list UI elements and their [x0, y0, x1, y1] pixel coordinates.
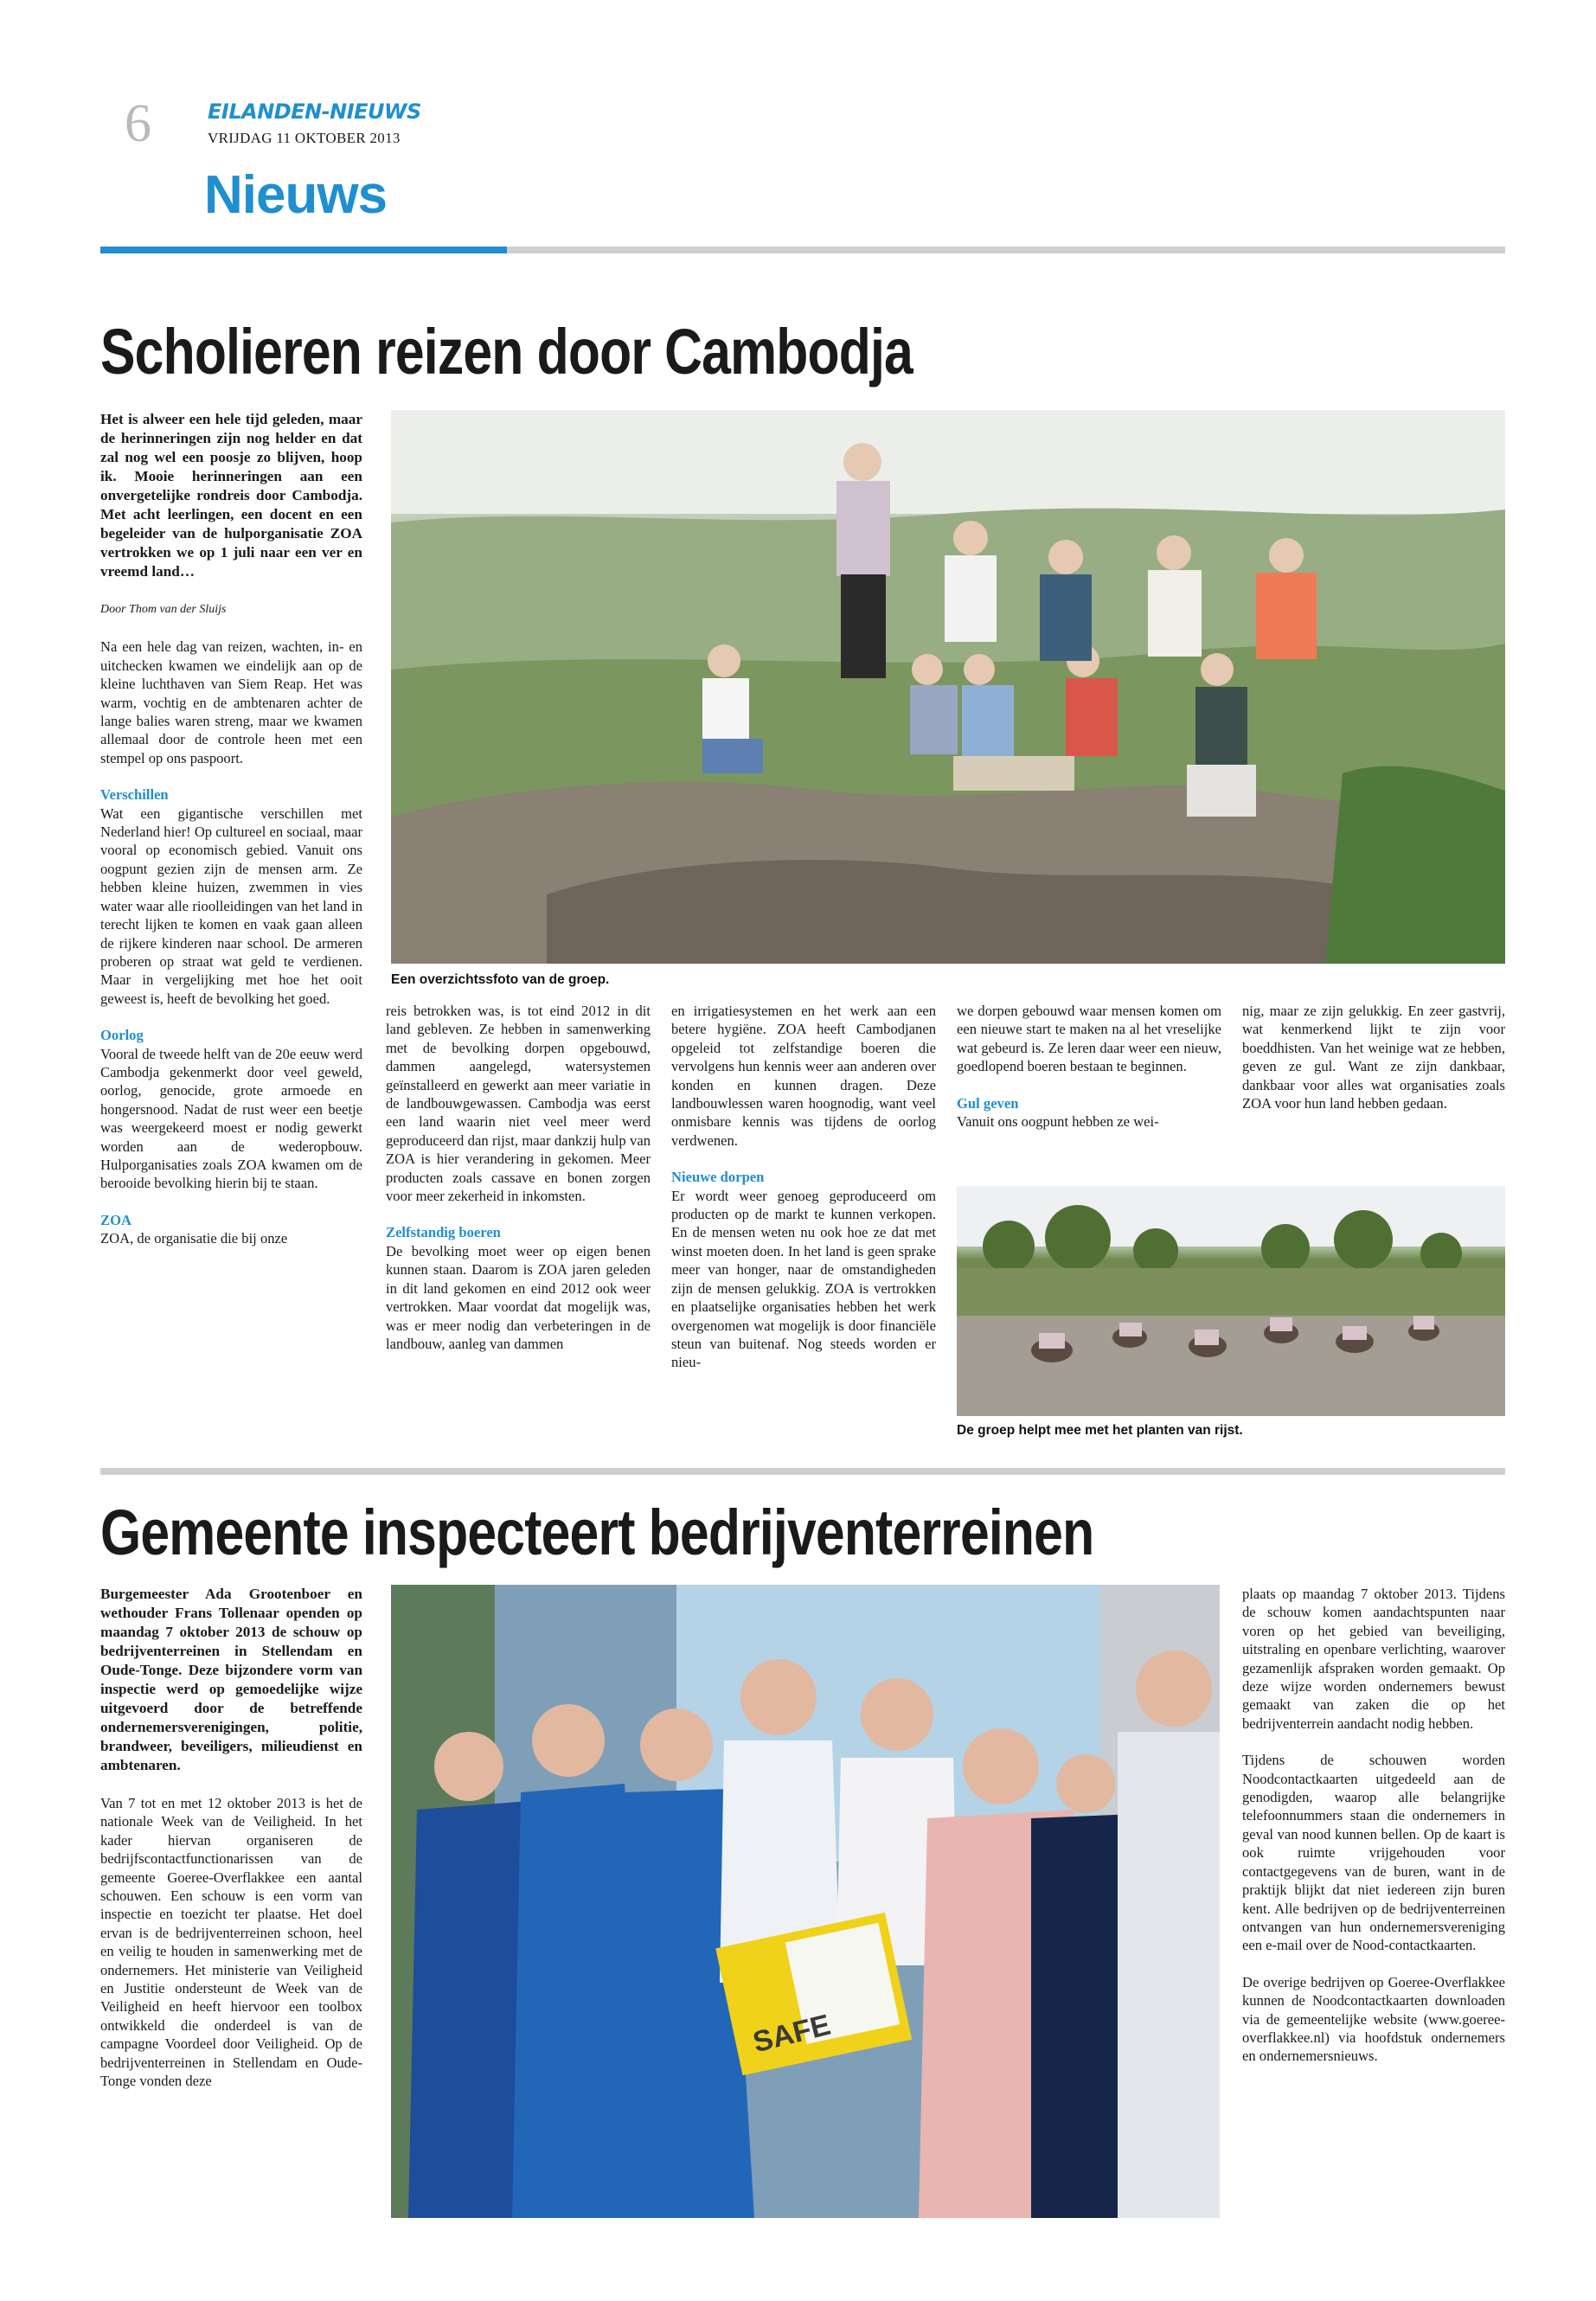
safe-box-label: SAFE [749, 2008, 834, 2060]
article-divider [100, 1468, 1505, 1475]
article1-paragraph: Wat een gigantische verschillen met Nederland hier! Op cultureel en sociaal, maar vooral op economisch gebied. Vanuit ons oogpunt gezien zijn de mensen arm. Ze hebben kleine huizen, zwemmen in vies water waar alle rioolleidingen van het land in terecht lijken te komen en vaak gaan alleen de rijkere kinderen naar school. De armeren proberen op straat wat geld te verdienen. Maar in vergelijking met hoe het ooit geweest is, heeft de bevolking het goed. [100, 804, 362, 1007]
rice-planting-photo [957, 1186, 1505, 1416]
masthead-logo: EILANDEN-NIEUWS [208, 99, 421, 124]
article1-lead: Het is alweer een hele tijd geleden, maar de herinneringen zijn nog helder en dat zal nog wel een poosje zo blijven, hoop ik. Mooie herinneringen aan een onvergetelijke rondreis door Cambodja. Met acht leerlingen, een docent en een begeleider van de hulporganisatie ZOA vertrokken we op 1 juli naar een ver en vreemd land… [100, 411, 362, 580]
rice-planting-illustration [957, 1186, 1505, 1416]
article1-subheading: Zelfstandig boeren [386, 1224, 501, 1241]
rice-planting-caption: De groep helpt mee met het planten van rijst. [957, 1423, 1243, 1438]
article1-column-4 [957, 1002, 1221, 1149]
article2-paragraph: Van 7 tot en met 12 oktober 2013 is het de nationale Week van de Veiligheid. In het kader hiervan organiseren de bedrijfscontactfunctionarissen van de gemeente Goeree-Overflakkee een aantal schouwen. Een schouw is een vorm van inspectie en toezicht ter plaatse. Het doel ervan is de bedrijventerreinen schoon, heel en veilig te houden in samenwerking met de ondernemers. Het ministerie van Veiligheid en Justitie ondersteunt de Week van de Veiligheid en heeft hiervoor een toolbox ontwikkeld die onderdeel is van de campagne Voordeel door Veiligheid. Op de bedrijventerreinen in Stellendam en Oude-Tonge vonden deze [100, 1795, 362, 2090]
section-rule-accent [100, 247, 507, 253]
article1-paragraph: Na een hele dag van reizen, wachten, in- en uitchecken kwamen we eindelijk aan op de kleine luchthaven van Siem Reap. Het was warm, vochtig en de ambtenaren achter de lange balies waren streng, maar we kwamen allemaal door de controle heen met een stempel op ons paspoort. [100, 638, 362, 766]
article2-paragraph: plaats op maandag 7 oktober 2013. Tijdens de schouw komen aandachtspunten naar voren op het gebied van beveiliging, uitstraling en openbare verlichting, waarover gezamenlijk afspraken worden gemaakt. Op deze wijze worden ondernemers bewust gemaakt van zaken die op het bedrijventerrein aandacht nodig hebben. [1242, 1586, 1505, 1732]
article1-paragraph: en irrigatiesystemen en het werk aan een betere hygiëne. ZOA heeft Cambodjanen opgeleid tot zelfstandige boeren die vervolgens hun kennis weer aan anderen over konden en kunnen dragen. Deze landbouwlessen waren hoognodig, want veel onmisbare kennis was tijdens de oorlog verdwenen. [671, 1003, 936, 1149]
article2-lead: Burgemeester Ada Grootenboer en wethouder Frans Tollenaar openden op maandag 7 oktober 2013 de schouw op bedrijventerreinen in Stellendam en Oude-Tonge. Deze bijzondere vorm van inspectie werd op gemoedelijke wijze uitgevoerd door de betreffende ondernemersverenigingen, politie, brandweer, beveiligers, milieudienst en ambtenaren. [100, 1586, 362, 1773]
article1-subheading: ZOA [100, 1211, 131, 1228]
section-title: Nieuws [204, 165, 388, 225]
article2-paragraph: De overige bedrijven op Goeree-Overflakkee kunnen de Noodcontactkaarten downloaden via de gemeentelijke website (www.goeree-overflakkee.nl) via hoofdstuk ondernemers en ondernemersnieuws. [1242, 1973, 1505, 2065]
article2-headline: Gemeente inspecteert bedrijventerreinen [100, 1497, 1094, 1568]
article1-column-2 [386, 1002, 651, 1371]
article1-column-5 [1242, 1002, 1505, 1131]
officials-photo [391, 1585, 1220, 2218]
article1-paragraph: Vooral de tweede helft van de 20e eeuw werd Cambodja gekenmerkt door veel geweld, oorlog, genocide, grote armoede en hongersnood. Nadat de rust weer een beetje was weergekeerd moest er nodig gewerkt worden aan de wederopbouw. Hulporganisaties zoals ZOA kwamen om de berooide bevolking hierin bij te staan. [100, 1045, 362, 1192]
page-number: 6 [125, 94, 151, 153]
group-photo [391, 410, 1505, 964]
article1-paragraph: ZOA, de organisatie die bij onze [100, 1230, 288, 1247]
article1-subheading: Oorlog [100, 1027, 144, 1044]
article1-headline: Scholieren reizen door Cambodja [100, 316, 913, 388]
article1-paragraph: nig, maar ze zijn gelukkig. En zeer gastvrij, wat kenmerkend lijkt te zijn voor boeddhisten. Van het weinige wat ze hebben, geven ze gul. Want ze zijn dankbaar, dankbaar voor alles wat organisaties zoals ZOA voor hun land hebben gedaan. [1242, 1003, 1505, 1112]
issue-date: VRIJDAG 11 OKTOBER 2013 [208, 130, 401, 146]
article1-column-3 [671, 1002, 936, 1390]
article1-paragraph: De bevolking moet weer op eigen benen kunnen staan. Daarom is ZOA jaren geleden in dit land gekomen en eind 2012 ook weer vertrokken. Maar voordat dat mogelijk was, was er meer nodig dan verbeteringen in de landbouw, aanleg van dammen [386, 1242, 651, 1352]
group-photo-caption: Een overzichtssfoto van de groep. [391, 972, 610, 987]
article2-column-1 [100, 1585, 362, 2109]
officials-photo-illustration [391, 1585, 1220, 2218]
article2-column-2 [1242, 1585, 1505, 2084]
group-photo-illustration [391, 410, 1505, 964]
article2-paragraph: Tijdens de schouwen worden Noodcontactkaarten uitgedeeld aan de genodigden, waarop alle belangrijke telefoonnummers staan die ondernemers in geval van nood kunnen bellen. Op de kaart is ook ruimte vrijgehouden voor contactgegevens van de buren, want in de praktijk blijkt dat niet iedereen zijn buren kent. Alle bedrijven op de bedrijventerreinen ontvangen van hun ondernemersvereniging een e-mail over de Nood-contactkaarten. [1242, 1752, 1505, 1954]
article1-paragraph: Er wordt weer genoeg geproduceerd om producten op de markt te kunnen verkopen. En de mensen weten nu ook hoe ze dat met winst moeten doen. In het land is geen sprake meer van honger, naar de omstandigheden zijn de mensen gelukkig. ZOA is vertrokken en plaatselijke organisaties hebben het werk overgenomen wat mogelijk is door financiële steun van buitenaf. Nog steeds worden er nieu- [671, 1187, 936, 1371]
article1-paragraph: we dorpen gebouwd waar mensen komen om een nieuwe start te maken na al het vreselijke wat gebeurd is. Ze leren daar weer een nieuw, goedlopend boeren bestaan te beginnen. [957, 1003, 1221, 1075]
article1-byline: Door Thom van der Sluijs [100, 603, 227, 616]
article1-paragraph: reis betrokken was, is tot eind 2012 in dit land gebleven. Ze hebben in samenwerking met de bevolking dorpen opgebouwd, dammen aangelegd, watersystemen geïnstalleerd en gewerkt aan meer variatie in de landbouwgewassen. Cambodja was eerst een land waarin niet veel meer werd geproduceerd dan rijst, maar dankzij hulp van ZOA is hier verandering in gekomen. Meer producten zoals cassave en bonen zorgen voor meer zekerheid in inkomsten. [386, 1003, 651, 1205]
article1-paragraph: Vanuit ons oogpunt hebben ze wei- [957, 1113, 1159, 1131]
article1-column-1 [100, 410, 362, 1266]
article1-subheading: Nieuwe dorpen [671, 1169, 765, 1186]
article1-subheading: Verschillen [100, 786, 169, 804]
article1-subheading: Gul geven [957, 1094, 1019, 1112]
